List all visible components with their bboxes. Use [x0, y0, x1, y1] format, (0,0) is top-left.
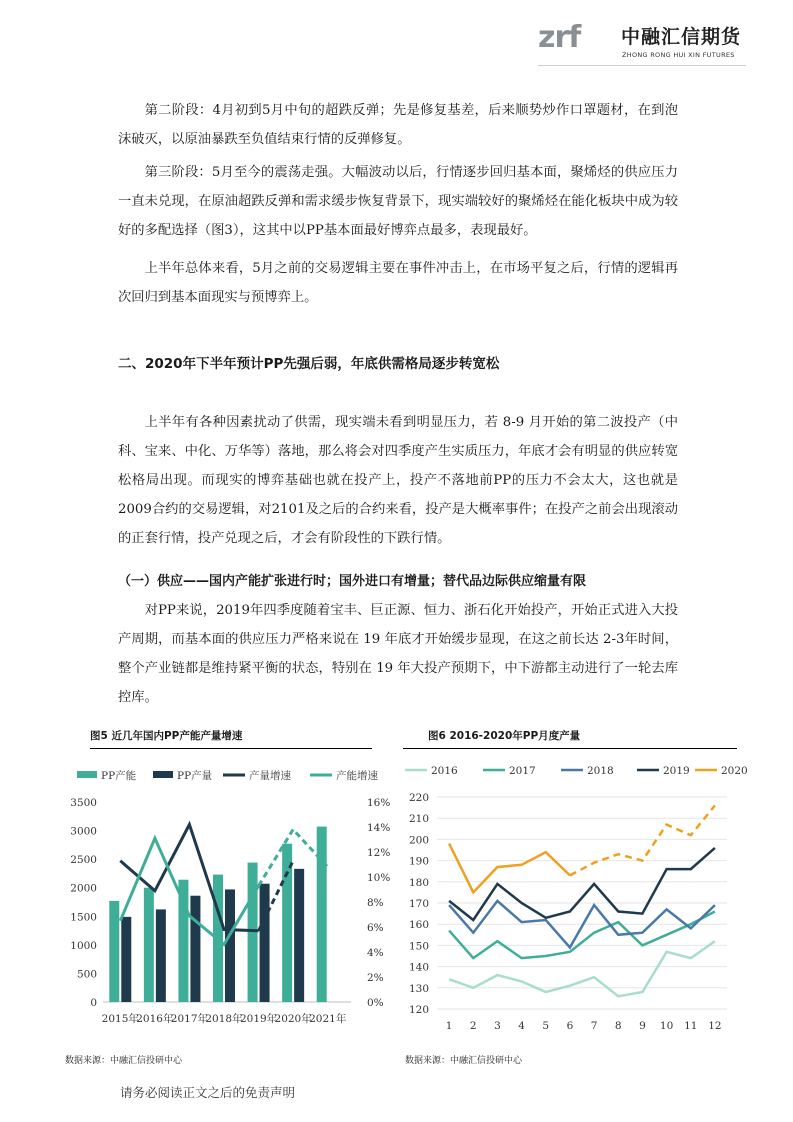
x-tick-label: 2019年	[239, 1013, 278, 1025]
y-right-tick-label: 16%	[367, 797, 391, 809]
bar-output	[294, 869, 304, 1002]
y-right-tick-label: 6%	[367, 922, 384, 934]
x-tick-label: 2016年	[136, 1013, 174, 1025]
bar-capacity	[144, 888, 154, 1002]
y-left-tick-label: 0	[90, 997, 97, 1009]
y-tick-label: 220	[408, 792, 429, 804]
chart-capacity-output	[55, 755, 391, 1035]
paragraph-stage-2	[118, 96, 678, 154]
legend-swatch	[153, 771, 173, 778]
x-tick-label: 1	[445, 1020, 453, 1032]
y-right-tick-label: 2%	[367, 972, 384, 984]
y-right-tick-label: 4%	[367, 947, 384, 959]
y-left-tick-label: 2000	[70, 882, 97, 895]
line-2019	[449, 848, 715, 920]
x-tick-label: 6	[566, 1020, 574, 1032]
y-tick-label: 140	[408, 961, 429, 974]
section-heading: 二、2020年下半年预计PP先强后弱，年底供需格局逐步转宽松	[118, 356, 500, 372]
x-tick-label: 2017年	[170, 1013, 209, 1025]
x-tick-label: 9	[639, 1020, 646, 1032]
paragraph-text: 第三阶段：5月至今的震荡走强。大幅波动以后，行情逐步回归基本面，聚烯烃的供应压力一直未兑现，在原油超跌反弹和需求缓步恢复背景下，现实端较好的聚烯烃在能化板块中成为较好的多配选择（图3），这其中以PP基本面最好博弈点最多，表现最好。	[118, 165, 678, 238]
bar-output	[121, 917, 131, 1002]
header-rule	[538, 65, 746, 66]
legend-label: 产量增速	[249, 770, 291, 782]
bar-capacity	[248, 863, 258, 1002]
y-left-tick-label: 500	[76, 968, 97, 981]
y-tick-label: 170	[408, 898, 429, 910]
y-tick-label: 180	[408, 876, 429, 889]
y-tick-label: 190	[408, 855, 429, 868]
x-tick-label: 2021年	[309, 1013, 347, 1025]
x-tick-label: 2015年	[101, 1013, 139, 1025]
legend-label: 产能增速	[336, 770, 378, 782]
legend-label: 2018	[587, 765, 614, 777]
company-name-en: ZHONG RONG HUI XIN FUTURES	[622, 51, 735, 59]
company-logo-mark: zrf	[538, 20, 581, 55]
y-left-tick-label: 3500	[70, 797, 97, 809]
figure-5-title: 图5 近几年国内PP产能产量增速	[90, 730, 243, 742]
legend-label: 2016	[431, 765, 458, 777]
line-2017	[449, 912, 715, 959]
legend-label: 2020	[721, 765, 748, 777]
bar-capacity	[317, 827, 327, 1002]
paragraph-outlook	[118, 408, 678, 553]
figure-6-source: 数据来源：中融汇信投研中心	[405, 1056, 523, 1066]
y-left-tick-label: 2500	[70, 854, 97, 867]
y-right-tick-label: 8%	[367, 897, 384, 909]
y-left-tick-label: 1500	[70, 911, 97, 924]
y-left-tick-label: 1000	[70, 939, 97, 952]
legend-label: 2017	[509, 765, 536, 777]
y-right-tick-label: 0%	[367, 997, 384, 1009]
bar-output	[156, 909, 166, 1002]
x-tick-label: 7	[590, 1020, 598, 1032]
paragraph-supply	[118, 596, 678, 712]
figure-6-rule	[403, 748, 737, 749]
x-tick-label: 11	[684, 1020, 698, 1032]
bar-output	[260, 884, 270, 1002]
paragraph-text: 对PP来说，2019年四季度随着宝丰、巨正源、恒力、浙石化开始投产，开始正式进入大投产周期，而基本面的供应压力严格来说在 19 年底才开始缓步显现，在这之前长达 2-3年时间，整个产业链都是维持紧平衡的状态，特别在 19 年大投产预期下，中下游都主动进行了一轮去库控库。	[118, 603, 678, 705]
figure-5-rule	[90, 748, 372, 749]
x-tick-label: 2020年	[274, 1013, 312, 1025]
x-tick-label: 5	[542, 1020, 550, 1032]
footer-disclaimer: 请务必阅读正文之后的免责声明	[120, 1085, 296, 1100]
paragraph-text: 第二阶段：4月初到5月中旬的超跌反弹；先是修复基差，后来顺势炒作口罩题材，在到泡沫破灭，以原油暴跌至负值结束行情的反弹修复。	[118, 103, 678, 147]
figure-5-source: 数据来源：中融汇信投研中心	[65, 1056, 183, 1066]
y-right-tick-label: 10%	[367, 872, 391, 884]
bar-output	[225, 889, 235, 1002]
y-tick-label: 160	[408, 919, 429, 932]
x-tick-label: 8	[614, 1020, 622, 1032]
x-tick-label: 10	[659, 1020, 674, 1032]
paragraph-summary	[118, 254, 678, 312]
y-tick-label: 210	[408, 813, 429, 826]
y-right-tick-label: 12%	[367, 847, 391, 859]
legend-label: 2019	[663, 765, 690, 777]
legend-swatch	[77, 771, 97, 778]
x-tick-label: 2	[469, 1020, 477, 1032]
legend-label: PP产能	[101, 770, 137, 782]
subsection-heading: （一）供应——国内产能扩张进行时；国外进口有增量；替代品边际供应缩量有限	[118, 574, 587, 589]
y-tick-label: 130	[408, 982, 429, 995]
chart-monthly-output	[395, 755, 748, 1035]
figure-6-title: 图6 2016-2020年PP月度产量	[428, 730, 581, 742]
paragraph-stage-3	[118, 158, 678, 245]
y-left-tick-label: 3000	[70, 825, 97, 838]
bar-output	[190, 896, 200, 1002]
line-2020	[449, 844, 570, 893]
line-2020-forecast	[570, 806, 715, 876]
paragraph-text: 上半年有各种因素扰动了供需，现实端未看到明显压力，若 8-9 月开始的第二波投产（中科、宝来、中化、万华等）落地，那么将会对四季度产生实质压力，年底才会有明显的供应转宽松格局出现。而现实的博弈基础也就在投产上，投产不落地前PP的压力不会太大，这也就是2009合约的交易逻辑，对2101及之后的合约来看，投产是大概率事件；在投产之前会出现滚动的正套行情，投产兑现之后，才会有阶段性的下跌行情。	[118, 415, 678, 546]
company-name-cn: 中融汇信期货	[621, 26, 742, 48]
legend-label: PP产量	[177, 770, 213, 782]
y-tick-label: 120	[408, 1004, 429, 1016]
x-tick-label: 4	[518, 1020, 525, 1032]
y-right-tick-label: 14%	[367, 822, 391, 834]
x-tick-label: 3	[494, 1020, 501, 1032]
bar-capacity	[109, 901, 119, 1002]
y-tick-label: 150	[408, 940, 429, 953]
x-tick-label: 2018年	[205, 1013, 243, 1025]
x-tick-label: 12	[708, 1020, 722, 1032]
y-tick-label: 200	[408, 834, 429, 847]
paragraph-text: 上半年总体来看，5月之前的交易逻辑主要在事件冲击上，在市场平复之后，行情的逻辑再次回归到基本面现实与预博弈上。	[118, 261, 678, 305]
